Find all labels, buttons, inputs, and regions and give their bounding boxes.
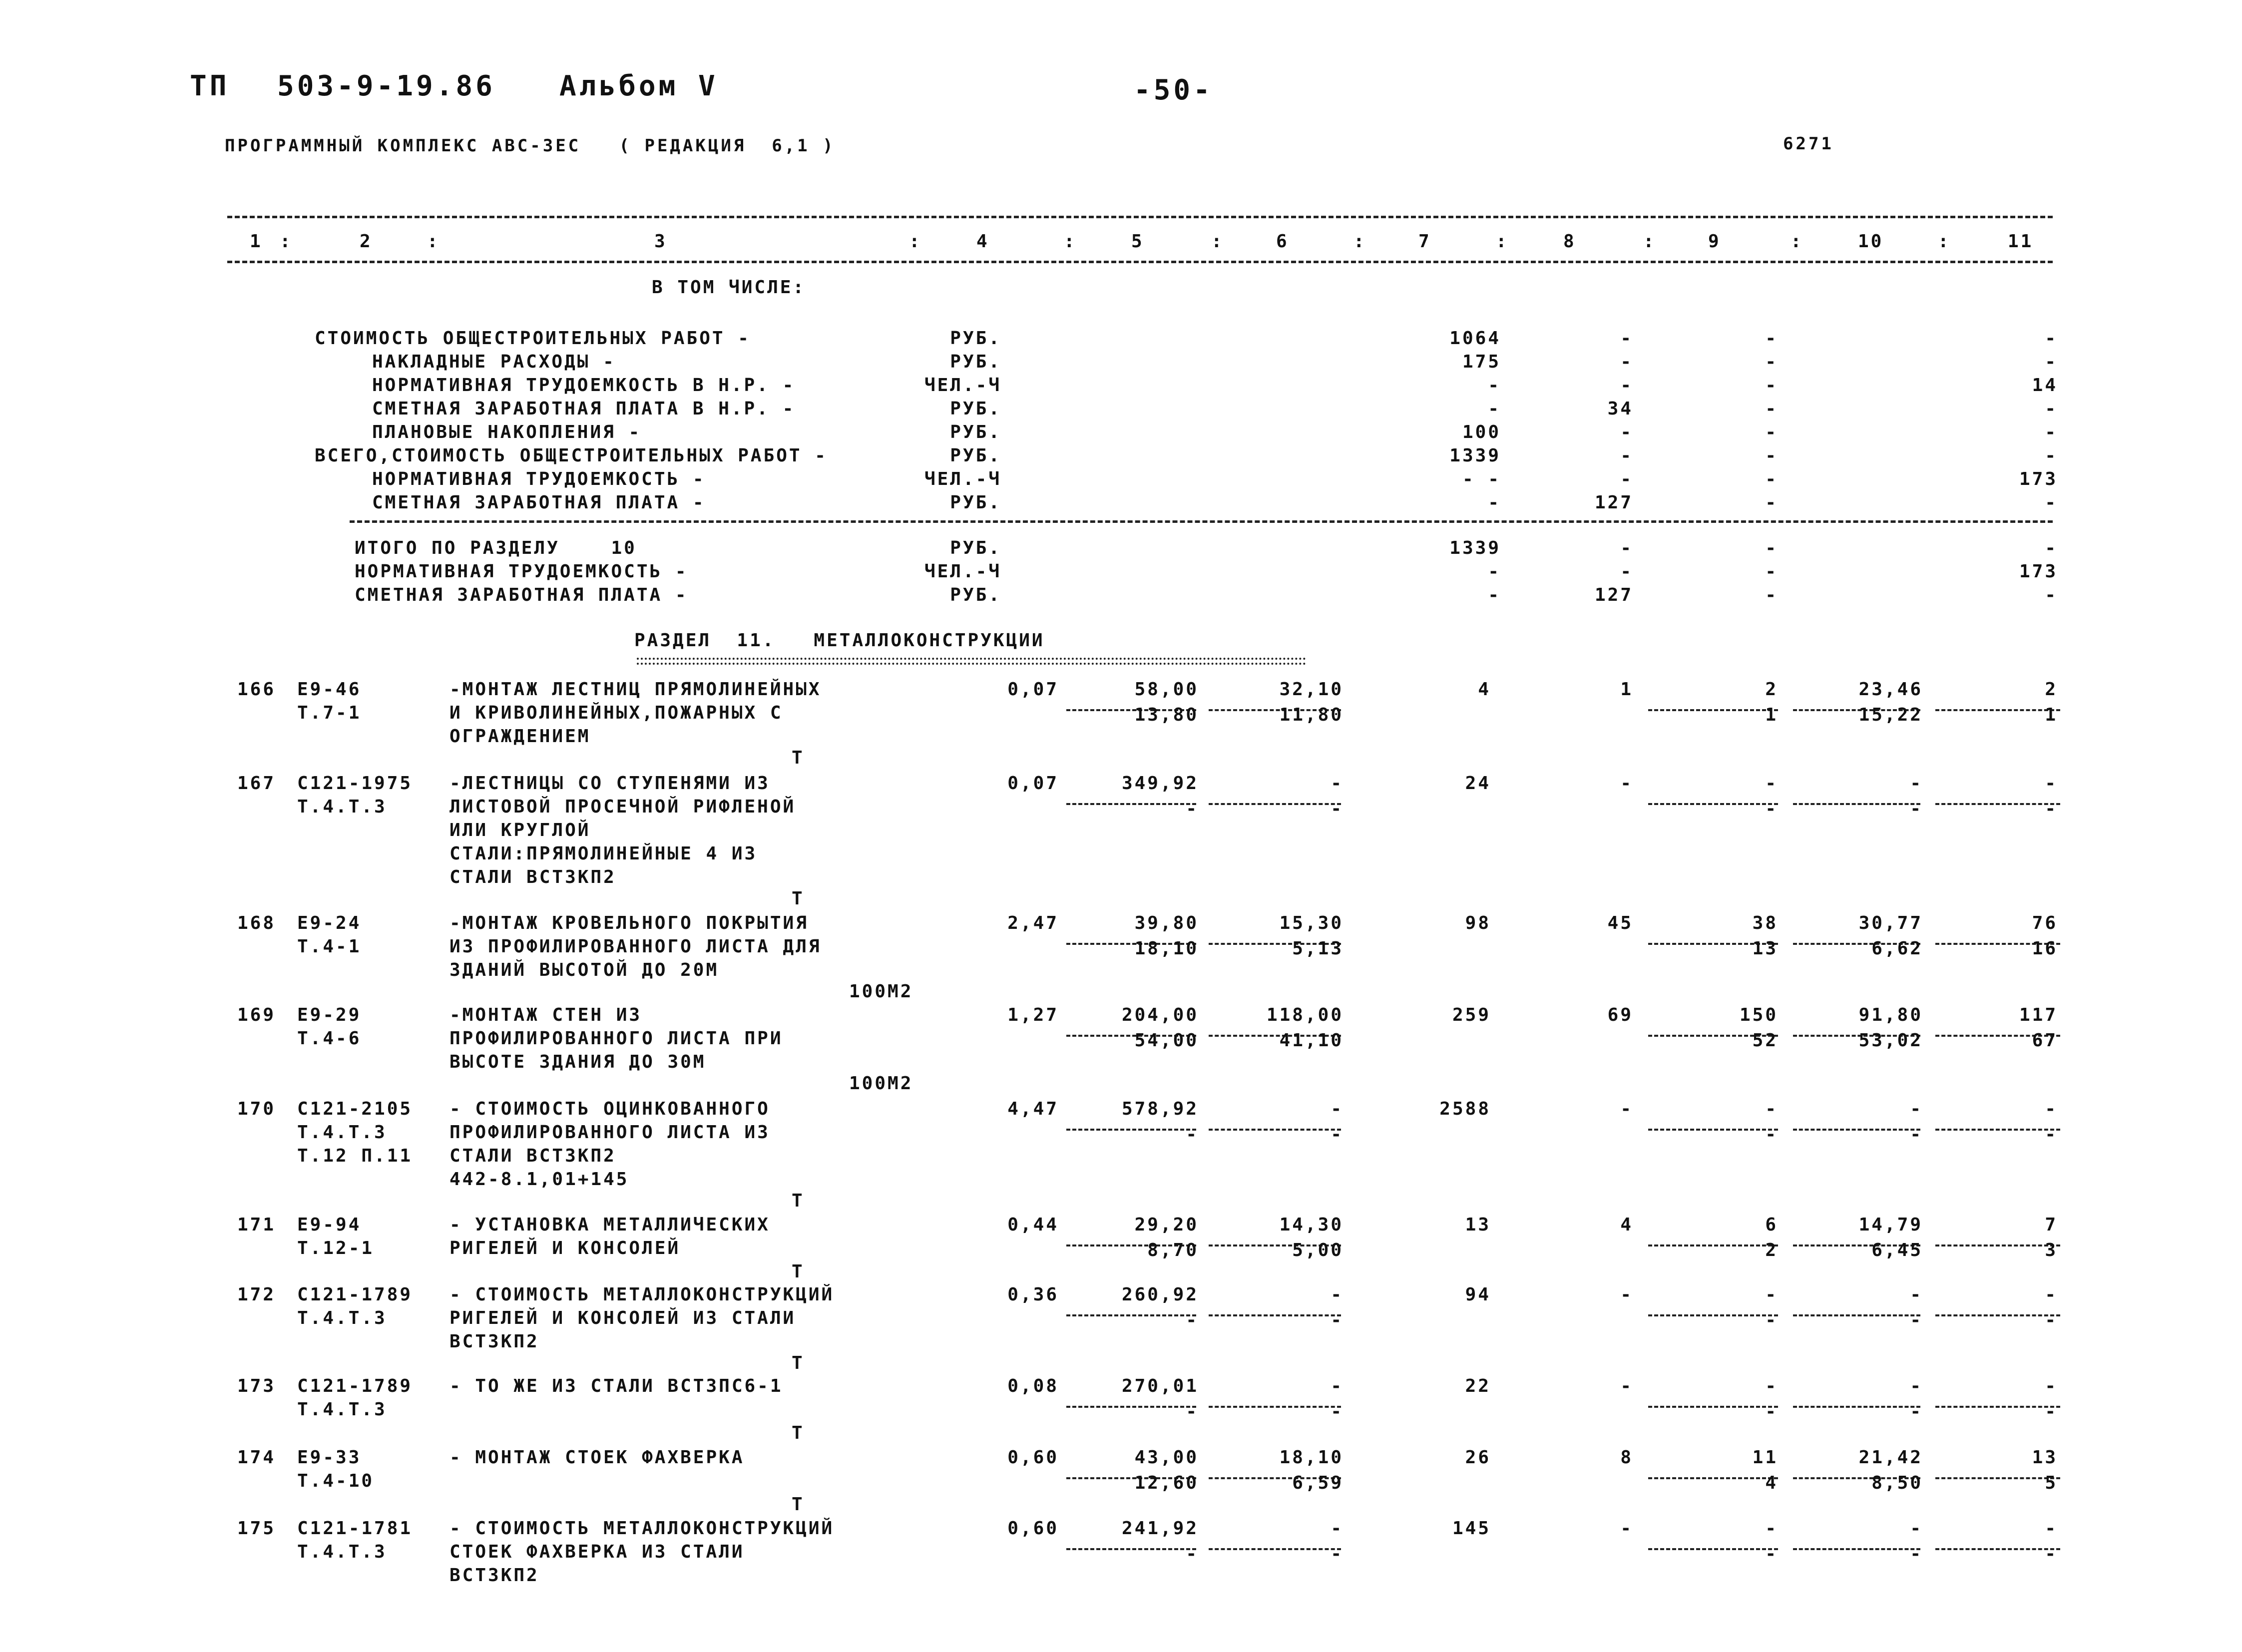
summary-col11: 173 (2019, 469, 2058, 489)
row-col7: 2588 (1439, 1099, 1491, 1119)
row-code: С121-1781 (297, 1518, 413, 1539)
row-quantity: 0,44 (1007, 1215, 1059, 1235)
column-separator: : (1211, 231, 1224, 252)
row-description: СТОЕК ФАХВЕРКА ИЗ СТАЛИ (449, 1542, 745, 1562)
row-code: С121-1975 (297, 773, 413, 794)
column-header-10: 10 (1858, 231, 1884, 252)
row-col5-lower: - (1186, 1310, 1199, 1330)
row-col11-lower: 16 (2032, 938, 2058, 959)
row-col11-lower: 5 (2045, 1473, 2058, 1493)
row-description: - ТО ЖЕ ИЗ СТАЛИ ВСТ3ПС6-1 (449, 1376, 783, 1396)
row-col11: 13 (2032, 1447, 2058, 1468)
row-description: ВСТ3КП2 (449, 1331, 539, 1352)
totals-label: СМЕТНАЯ ЗАРАБОТНАЯ ПЛАТА - (355, 585, 688, 605)
row-code: Т.4.Т.3 (297, 1399, 387, 1420)
row-quantity: 0,08 (1007, 1376, 1059, 1396)
summary-col8: 127 (1594, 492, 1633, 513)
row-unit: Т (792, 1261, 805, 1282)
row-description: 442-8.1,01+145 (449, 1169, 629, 1190)
column-header-3: 3 (654, 231, 667, 252)
row-col9: - (1765, 1376, 1778, 1396)
row-col9-lower: 4 (1765, 1473, 1778, 1493)
summary-unit: РУБ. (950, 422, 1001, 442)
row-col6-lower: - (1331, 799, 1344, 819)
doc-series: ТП (190, 70, 230, 102)
row-col5-lower: - (1186, 799, 1199, 819)
row-col7: 13 (1465, 1215, 1491, 1235)
row-col5-lower: 8,70 (1147, 1240, 1199, 1260)
summary-unit: РУБ. (950, 352, 1001, 372)
totals-col11: - (2045, 538, 2058, 558)
summary-col8: - (1620, 375, 1633, 396)
summary-col9: - (1765, 469, 1778, 489)
summary-col9: - (1765, 328, 1778, 349)
row-col10: 91,80 (1858, 1005, 1923, 1025)
row-col6: - (1331, 773, 1344, 794)
column-header-rule (227, 261, 2053, 263)
row-code: Т.4-6 (297, 1028, 362, 1049)
album-label: Альбом V (559, 70, 718, 102)
row-col11: - (2045, 773, 2058, 794)
row-col9: - (1765, 1518, 1778, 1539)
column-header-9: 9 (1708, 231, 1721, 252)
row-col6-lower: 6,59 (1292, 1473, 1344, 1493)
summary-label: ВСЕГО,СТОИМОСТЬ ОБЩЕСТРОИТЕЛЬНЫХ РАБОТ - (315, 445, 828, 466)
totals-col8: - (1620, 561, 1633, 582)
totals-label: НОРМАТИВНАЯ ТРУДОЕМКОСТЬ - (355, 561, 688, 582)
row-col9-lower: 2 (1765, 1240, 1778, 1260)
totals-unit: РУБ. (950, 538, 1001, 558)
summary-col9: - (1765, 352, 1778, 372)
row-code: Т.7-1 (297, 703, 362, 723)
row-unit: Т (792, 1353, 805, 1373)
summary-col7: 1064 (1449, 328, 1501, 349)
column-separator: : (280, 231, 293, 252)
row-quantity: 0,60 (1007, 1447, 1059, 1468)
row-code: Т.4.Т.3 (297, 1542, 387, 1562)
row-code: Е9-46 (297, 679, 362, 700)
row-col9-lower: - (1765, 1310, 1778, 1330)
row-col11: - (2045, 1376, 2058, 1396)
summary-col9: - (1765, 375, 1778, 396)
column-separator: : (1938, 231, 1951, 252)
row-col11: - (2045, 1284, 2058, 1305)
row-col10-lower: 6,62 (1871, 938, 1923, 959)
column-separator: : (1064, 231, 1077, 252)
row-col9: 2 (1765, 679, 1778, 700)
row-col11: - (2045, 1518, 2058, 1539)
row-code: Е9-24 (297, 913, 362, 933)
row-description: СТАЛИ:ПРЯМОЛИНЕЙНЫЕ 4 ИЗ (449, 843, 758, 864)
row-col8: - (1620, 1376, 1633, 1396)
row-col6-lower: 11,80 (1279, 705, 1344, 725)
row-description: ВСТ3КП2 (449, 1565, 539, 1586)
row-col5: 270,01 (1121, 1376, 1199, 1396)
summary-col9: - (1765, 492, 1778, 513)
row-code: Т.4.Т.3 (297, 1122, 387, 1143)
row-col8: 8 (1620, 1447, 1633, 1468)
summary-label: НОРМАТИВНАЯ ТРУДОЕМКОСТЬ - (372, 469, 706, 489)
summary-col11: - (2045, 328, 2058, 349)
summary-col8: - (1620, 422, 1633, 442)
summary-col11: - (2045, 352, 2058, 372)
row-description: ВЫСОТЕ ЗДАНИЯ ДО 30М (449, 1052, 706, 1072)
row-quantity: 2,47 (1007, 913, 1059, 933)
row-col5: 241,92 (1121, 1518, 1199, 1539)
row-unit: 100М2 (849, 981, 913, 1002)
row-quantity: 4,47 (1007, 1099, 1059, 1119)
summary-col9: - (1765, 422, 1778, 442)
row-code: Т.4-10 (297, 1471, 375, 1491)
row-number: 168 (237, 913, 276, 933)
summary-unit: РУБ. (950, 399, 1001, 419)
row-col10: - (1910, 1099, 1923, 1119)
in-that-number-label: В ТОМ ЧИСЛЕ: (652, 277, 806, 298)
row-col11: - (2045, 1099, 2058, 1119)
row-col9: - (1765, 1284, 1778, 1305)
row-col10-lower: - (1910, 1544, 1923, 1564)
sheet-number: 6271 (1783, 134, 1834, 154)
row-unit: Т (792, 1494, 805, 1515)
row-number: 169 (237, 1005, 276, 1025)
row-code: Т.12 П.11 (297, 1146, 413, 1166)
totals-col11: 173 (2019, 561, 2058, 582)
row-col10-lower: - (1910, 1124, 1923, 1145)
row-description: - СТОИМОСТЬ МЕТАЛЛОКОНСТРУКЦИЙ (449, 1284, 835, 1305)
row-col6: 118,00 (1266, 1005, 1344, 1025)
row-col7: 98 (1465, 913, 1491, 933)
row-description: -МОНТАЖ ЛЕСТНИЦ ПРЯМОЛИНЕЙНЫХ (449, 679, 822, 700)
row-col8: 1 (1620, 679, 1633, 700)
row-quantity: 1,27 (1007, 1005, 1059, 1025)
column-separator: : (1643, 231, 1656, 252)
column-header-8: 8 (1563, 231, 1576, 252)
row-code: С121-1789 (297, 1284, 413, 1305)
column-header-7: 7 (1418, 231, 1431, 252)
summary-unit: РУБ. (950, 445, 1001, 466)
row-description: ИЛИ КРУГЛОЙ (449, 820, 591, 840)
row-col10-lower: 6,45 (1871, 1240, 1923, 1260)
row-col6-lower: 5,13 (1292, 938, 1344, 959)
row-col9: 150 (1739, 1005, 1778, 1025)
totals-label: ИТОГО ПО РАЗДЕЛУ 10 (355, 538, 637, 558)
summary-col7: 175 (1462, 352, 1501, 372)
summary-unit: РУБ. (950, 328, 1001, 349)
program-title: ПРОГРАММНЫЙ КОМПЛЕКС АВС-3ЕС ( РЕДАКЦИЯ 6,1 ) (225, 136, 836, 156)
row-unit: Т (792, 1191, 805, 1211)
row-col8: - (1620, 1518, 1633, 1539)
row-code: Т.12-1 (297, 1238, 375, 1258)
summary-col9: - (1765, 399, 1778, 419)
row-col10-lower: 8,50 (1871, 1473, 1923, 1493)
row-col5: 578,92 (1121, 1099, 1199, 1119)
totals-col9: - (1765, 538, 1778, 558)
row-code: Е9-33 (297, 1447, 362, 1468)
row-col10-lower: 53,02 (1858, 1030, 1923, 1051)
row-col6-lower: 5,00 (1292, 1240, 1344, 1260)
row-col10-lower: - (1910, 799, 1923, 819)
row-col10: 21,42 (1858, 1447, 1923, 1468)
row-col7: 259 (1452, 1005, 1491, 1025)
row-description: ИЗ ПРОФИЛИРОВАННОГО ЛИСТА ДЛЯ (449, 936, 822, 957)
row-col5: 349,92 (1121, 773, 1199, 794)
row-col7: 24 (1465, 773, 1491, 794)
row-unit: 100М2 (849, 1073, 913, 1094)
row-col5-lower: - (1186, 1124, 1199, 1145)
row-col9: 11 (1752, 1447, 1778, 1468)
row-col9-lower: - (1765, 1124, 1778, 1145)
row-col5-lower: - (1186, 1401, 1199, 1422)
row-col6: 18,10 (1279, 1447, 1344, 1468)
row-col10: 23,46 (1858, 679, 1923, 700)
summary-col7: - (1488, 375, 1501, 396)
row-number: 166 (237, 679, 276, 700)
row-col6: - (1331, 1376, 1344, 1396)
row-col7: 22 (1465, 1376, 1491, 1396)
row-col9: 6 (1765, 1215, 1778, 1235)
row-col8: - (1620, 1099, 1633, 1119)
row-col7: 4 (1478, 679, 1491, 700)
row-number: 170 (237, 1099, 276, 1119)
row-code: Т.4.Т.3 (297, 1308, 387, 1328)
summary-unit: ЧЕЛ.-Ч (924, 375, 1001, 396)
totals-col7: 1339 (1449, 538, 1501, 558)
row-col5: 29,20 (1134, 1215, 1199, 1235)
row-code: Т.4.Т.3 (297, 797, 387, 817)
section-title: РАЗДЕЛ 11. МЕТАЛЛОКОНСТРУКЦИИ (634, 630, 1045, 651)
row-description: - МОНТАЖ СТОЕК ФАХВЕРКА (449, 1447, 745, 1468)
column-separator: : (1353, 231, 1366, 252)
row-description: ПРОФИЛИРОВАННОГО ЛИСТА ИЗ (449, 1122, 770, 1143)
row-number: 174 (237, 1447, 276, 1468)
row-col11-lower: - (2045, 1544, 2058, 1564)
totals-unit: ЧЕЛ.-Ч (924, 561, 1001, 582)
row-description: - УСТАНОВКА МЕТАЛЛИЧЕСКИХ (449, 1215, 770, 1235)
row-quantity: 0,60 (1007, 1518, 1059, 1539)
table-top-rule (227, 216, 2053, 218)
summary-unit: ЧЕЛ.-Ч (924, 469, 1001, 489)
row-col10-lower: 15,22 (1858, 705, 1923, 725)
doc-code: 503-9-19.86 (277, 70, 495, 102)
row-code: С121-1789 (297, 1376, 413, 1396)
row-col11-lower: - (2045, 1124, 2058, 1145)
row-col11-lower: 3 (2045, 1240, 2058, 1260)
row-col10: - (1910, 1284, 1923, 1305)
row-col11: 7 (2045, 1215, 2058, 1235)
column-header-1: 1 (250, 231, 263, 252)
row-col9: 38 (1752, 913, 1778, 933)
row-col8: - (1620, 1284, 1633, 1305)
row-col6-lower: 41,10 (1279, 1030, 1344, 1051)
summary-col11: - (2045, 399, 2058, 419)
row-col10: 30,77 (1858, 913, 1923, 933)
summary-label: ПЛАНОВЫЕ НАКОПЛЕНИЯ - (372, 422, 642, 442)
row-col9-lower: 1 (1765, 705, 1778, 725)
column-header-11: 11 (2008, 231, 2034, 252)
row-col10: - (1910, 1518, 1923, 1539)
summary-col7: 100 (1462, 422, 1501, 442)
summary-col8: - (1620, 352, 1633, 372)
row-number: 171 (237, 1215, 276, 1235)
row-description: -МОНТАЖ СТЕН ИЗ (449, 1005, 642, 1025)
row-col10-lower: - (1910, 1401, 1923, 1422)
page-number: -50- (1134, 74, 1213, 106)
row-quantity: 0,07 (1007, 773, 1059, 794)
totals-col9: - (1765, 561, 1778, 582)
summary-col7: - (1488, 492, 1501, 513)
row-col11-lower: 1 (2045, 705, 2058, 725)
summary-label: СТОИМОСТЬ ОБЩЕСТРОИТЕЛЬНЫХ РАБОТ - (315, 328, 751, 349)
summary-col7: - (1488, 399, 1501, 419)
row-description: ЛИСТОВОЙ ПРОСЕЧНОЙ РИФЛЕНОЙ (449, 797, 796, 817)
totals-col11: - (2045, 585, 2058, 605)
totals-unit: РУБ. (950, 585, 1001, 605)
summary-col11: 14 (2032, 375, 2058, 396)
row-col9-lower: - (1765, 1544, 1778, 1564)
row-col5: 43,00 (1134, 1447, 1199, 1468)
row-code: Е9-29 (297, 1005, 362, 1025)
row-col6-lower: - (1331, 1544, 1344, 1564)
row-col5-lower: 18,10 (1134, 938, 1199, 959)
row-col5-lower: 12,60 (1134, 1473, 1199, 1493)
row-col11: 2 (2045, 679, 2058, 700)
column-separator: : (1496, 231, 1509, 252)
row-number: 167 (237, 773, 276, 794)
row-col7: 26 (1465, 1447, 1491, 1468)
row-col8: 69 (1607, 1005, 1633, 1025)
row-number: 172 (237, 1284, 276, 1305)
row-col5-lower: 54,00 (1134, 1030, 1199, 1051)
row-col11-lower: - (2045, 1401, 2058, 1422)
summary-col7: 1339 (1449, 445, 1501, 466)
row-number: 173 (237, 1376, 276, 1396)
totals-col8: - (1620, 538, 1633, 558)
row-number: 175 (237, 1518, 276, 1539)
row-col6-lower: - (1331, 1310, 1344, 1330)
summary-col11: - (2045, 445, 2058, 466)
row-unit: Т (792, 888, 805, 909)
row-col6: - (1331, 1099, 1344, 1119)
row-quantity: 0,07 (1007, 679, 1059, 700)
summary-col9: - (1765, 445, 1778, 466)
row-col11-lower: 67 (2032, 1030, 2058, 1051)
row-description: - СТОИМОСТЬ МЕТАЛЛОКОНСТРУКЦИЙ (449, 1518, 835, 1539)
row-code: Т.4-1 (297, 936, 362, 957)
row-col6: 32,10 (1279, 679, 1344, 700)
column-header-2: 2 (360, 231, 373, 252)
column-header-4: 4 (976, 231, 989, 252)
row-col5: 39,80 (1134, 913, 1199, 933)
row-unit: Т (792, 1423, 805, 1443)
row-col11: 117 (2019, 1005, 2058, 1025)
row-col10: 14,79 (1858, 1215, 1923, 1235)
row-description: РИГЕЛЕЙ И КОНСОЛЕЙ ИЗ СТАЛИ (449, 1308, 796, 1328)
row-col8: 45 (1607, 913, 1633, 933)
summary-rule (350, 520, 2053, 523)
summary-col8: - (1620, 469, 1633, 489)
summary-label: НОРМАТИВНАЯ ТРУДОЕМКОСТЬ В Н.Р. - (372, 375, 796, 396)
row-description: ЗДАНИЙ ВЫСОТОЙ ДО 20М (449, 960, 719, 980)
row-col6: 15,30 (1279, 913, 1344, 933)
row-col9: - (1765, 773, 1778, 794)
row-col5: 58,00 (1134, 679, 1199, 700)
row-unit: Т (792, 748, 805, 768)
column-header-6: 6 (1276, 231, 1289, 252)
summary-col7: - - (1462, 469, 1501, 489)
row-col11-lower: - (2045, 799, 2058, 819)
row-quantity: 0,36 (1007, 1284, 1059, 1305)
row-col9-lower: 13 (1752, 938, 1778, 959)
row-col7: 94 (1465, 1284, 1491, 1305)
row-description: И КРИВОЛИНЕЙНЫХ,ПОЖАРНЫХ С (449, 703, 783, 723)
summary-col8: - (1620, 445, 1633, 466)
row-col8: - (1620, 773, 1633, 794)
row-col5: 260,92 (1121, 1284, 1199, 1305)
row-col11: 76 (2032, 913, 2058, 933)
row-col5-lower: - (1186, 1544, 1199, 1564)
row-col9-lower: 52 (1752, 1030, 1778, 1051)
row-description: РИГЕЛЕЙ И КОНСОЛЕЙ (449, 1238, 681, 1258)
row-col5: 204,00 (1121, 1005, 1199, 1025)
row-description: - СТОИМОСТЬ ОЦИНКОВАННОГО (449, 1099, 770, 1119)
row-code: Е9-94 (297, 1215, 362, 1235)
row-description: -МОНТАЖ КРОВЕЛЬНОГО ПОКРЫТИЯ (449, 913, 809, 933)
summary-col11: - (2045, 492, 2058, 513)
row-col6: - (1331, 1284, 1344, 1305)
row-col9-lower: - (1765, 799, 1778, 819)
summary-unit: РУБ. (950, 492, 1001, 513)
row-description: ОГРАЖДЕНИЕМ (449, 726, 591, 747)
column-header-5: 5 (1131, 231, 1144, 252)
row-col6-lower: - (1331, 1124, 1344, 1145)
row-col9: - (1765, 1099, 1778, 1119)
row-description: ПРОФИЛИРОВАННОГО ЛИСТА ПРИ (449, 1028, 783, 1049)
row-col11-lower: - (2045, 1310, 2058, 1330)
row-col7: 145 (1452, 1518, 1491, 1539)
row-description: СТАЛИ ВСТ3КП2 (449, 1146, 616, 1166)
column-separator: : (909, 231, 922, 252)
totals-col9: - (1765, 585, 1778, 605)
summary-col8: 34 (1607, 399, 1633, 419)
totals-col7: - (1488, 585, 1501, 605)
totals-col8: 127 (1594, 585, 1633, 605)
row-col6: - (1331, 1518, 1344, 1539)
row-description: СТАЛИ ВСТ3КП2 (449, 867, 616, 887)
row-description: -ЛЕСТНИЦЫ СО СТУПЕНЯМИ ИЗ (449, 773, 770, 794)
summary-col11: - (2045, 422, 2058, 442)
row-col10-lower: - (1910, 1310, 1923, 1330)
section-title-underline (637, 658, 1306, 665)
summary-label: СМЕТНАЯ ЗАРАБОТНАЯ ПЛАТА - (372, 492, 706, 513)
row-col9-lower: - (1765, 1401, 1778, 1422)
row-code: С121-2105 (297, 1099, 413, 1119)
column-separator: : (427, 231, 440, 252)
totals-col7: - (1488, 561, 1501, 582)
row-col6-lower: - (1331, 1401, 1344, 1422)
row-col8: 4 (1620, 1215, 1633, 1235)
row-col5-lower: 13,80 (1134, 705, 1199, 725)
column-separator: : (1791, 231, 1803, 252)
row-col10: - (1910, 1376, 1923, 1396)
summary-label: НАКЛАДНЫЕ РАСХОДЫ - (372, 352, 616, 372)
summary-col8: - (1620, 328, 1633, 349)
row-col6: 14,30 (1279, 1215, 1344, 1235)
summary-label: СМЕТНАЯ ЗАРАБОТНАЯ ПЛАТА В Н.Р. - (372, 399, 796, 419)
row-col10: - (1910, 773, 1923, 794)
